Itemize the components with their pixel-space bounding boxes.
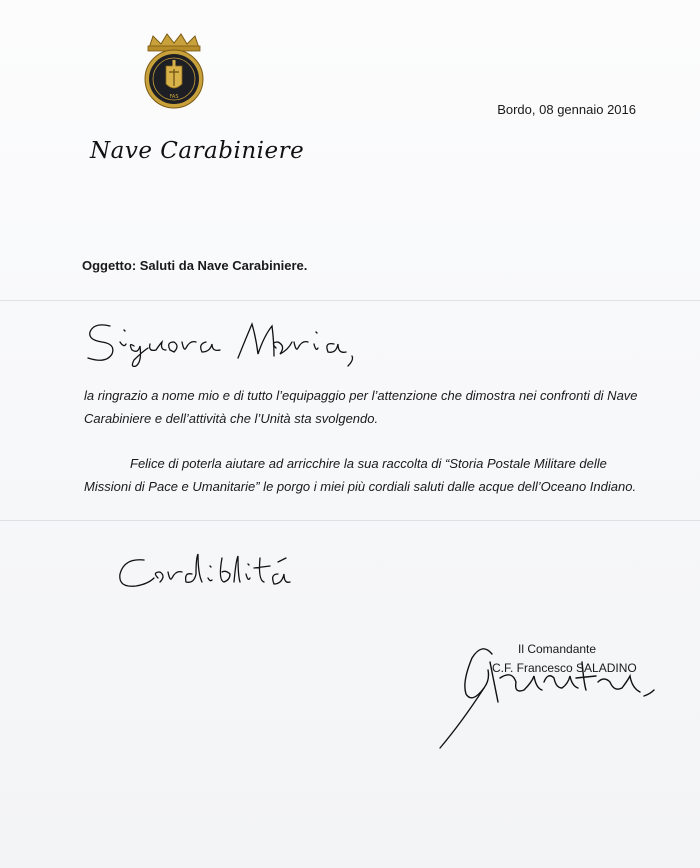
svg-text:Signora Maria,: Signora Maria, [82,318,89,319]
svg-text:FAS: FAS [169,94,179,100]
paper-fold-line [0,300,700,301]
body-paragraph-1: la ringrazio a nome mio e di tutto l’equipaggio per l’attenzione che dimostra nei confronti di Nave Carabiniere e dell’attività che l’Unità sta svolgendo. [84,388,638,426]
body-paragraph-2: Felice di poterla aiutare ad arricchire la sua raccolta di “Storia Postale Militare delle Missioni di Pace e Umanitarie” le porgo i miei più cordiali saluti dalle acque dell’Oceano Indiano. [84,456,637,494]
handwritten-closing [114,550,334,594]
signer-name: C.F. Francesco SALADINO [492,661,637,675]
naval-crest-icon [139,32,209,110]
svg-text:Cordialità: Cordialità [114,550,119,551]
signer-title: Il Comandante [518,642,597,656]
ship-name-heading: Nave Carabiniere [90,138,305,164]
handwritten-salutation [82,318,362,370]
letter-date: Bordo, 08 gennaio 2016 [497,102,636,117]
paper-fold-line [0,520,700,521]
handwritten-signature [432,632,672,752]
letter-subject: Oggetto: Saluti da Nave Carabiniere. [82,258,308,273]
